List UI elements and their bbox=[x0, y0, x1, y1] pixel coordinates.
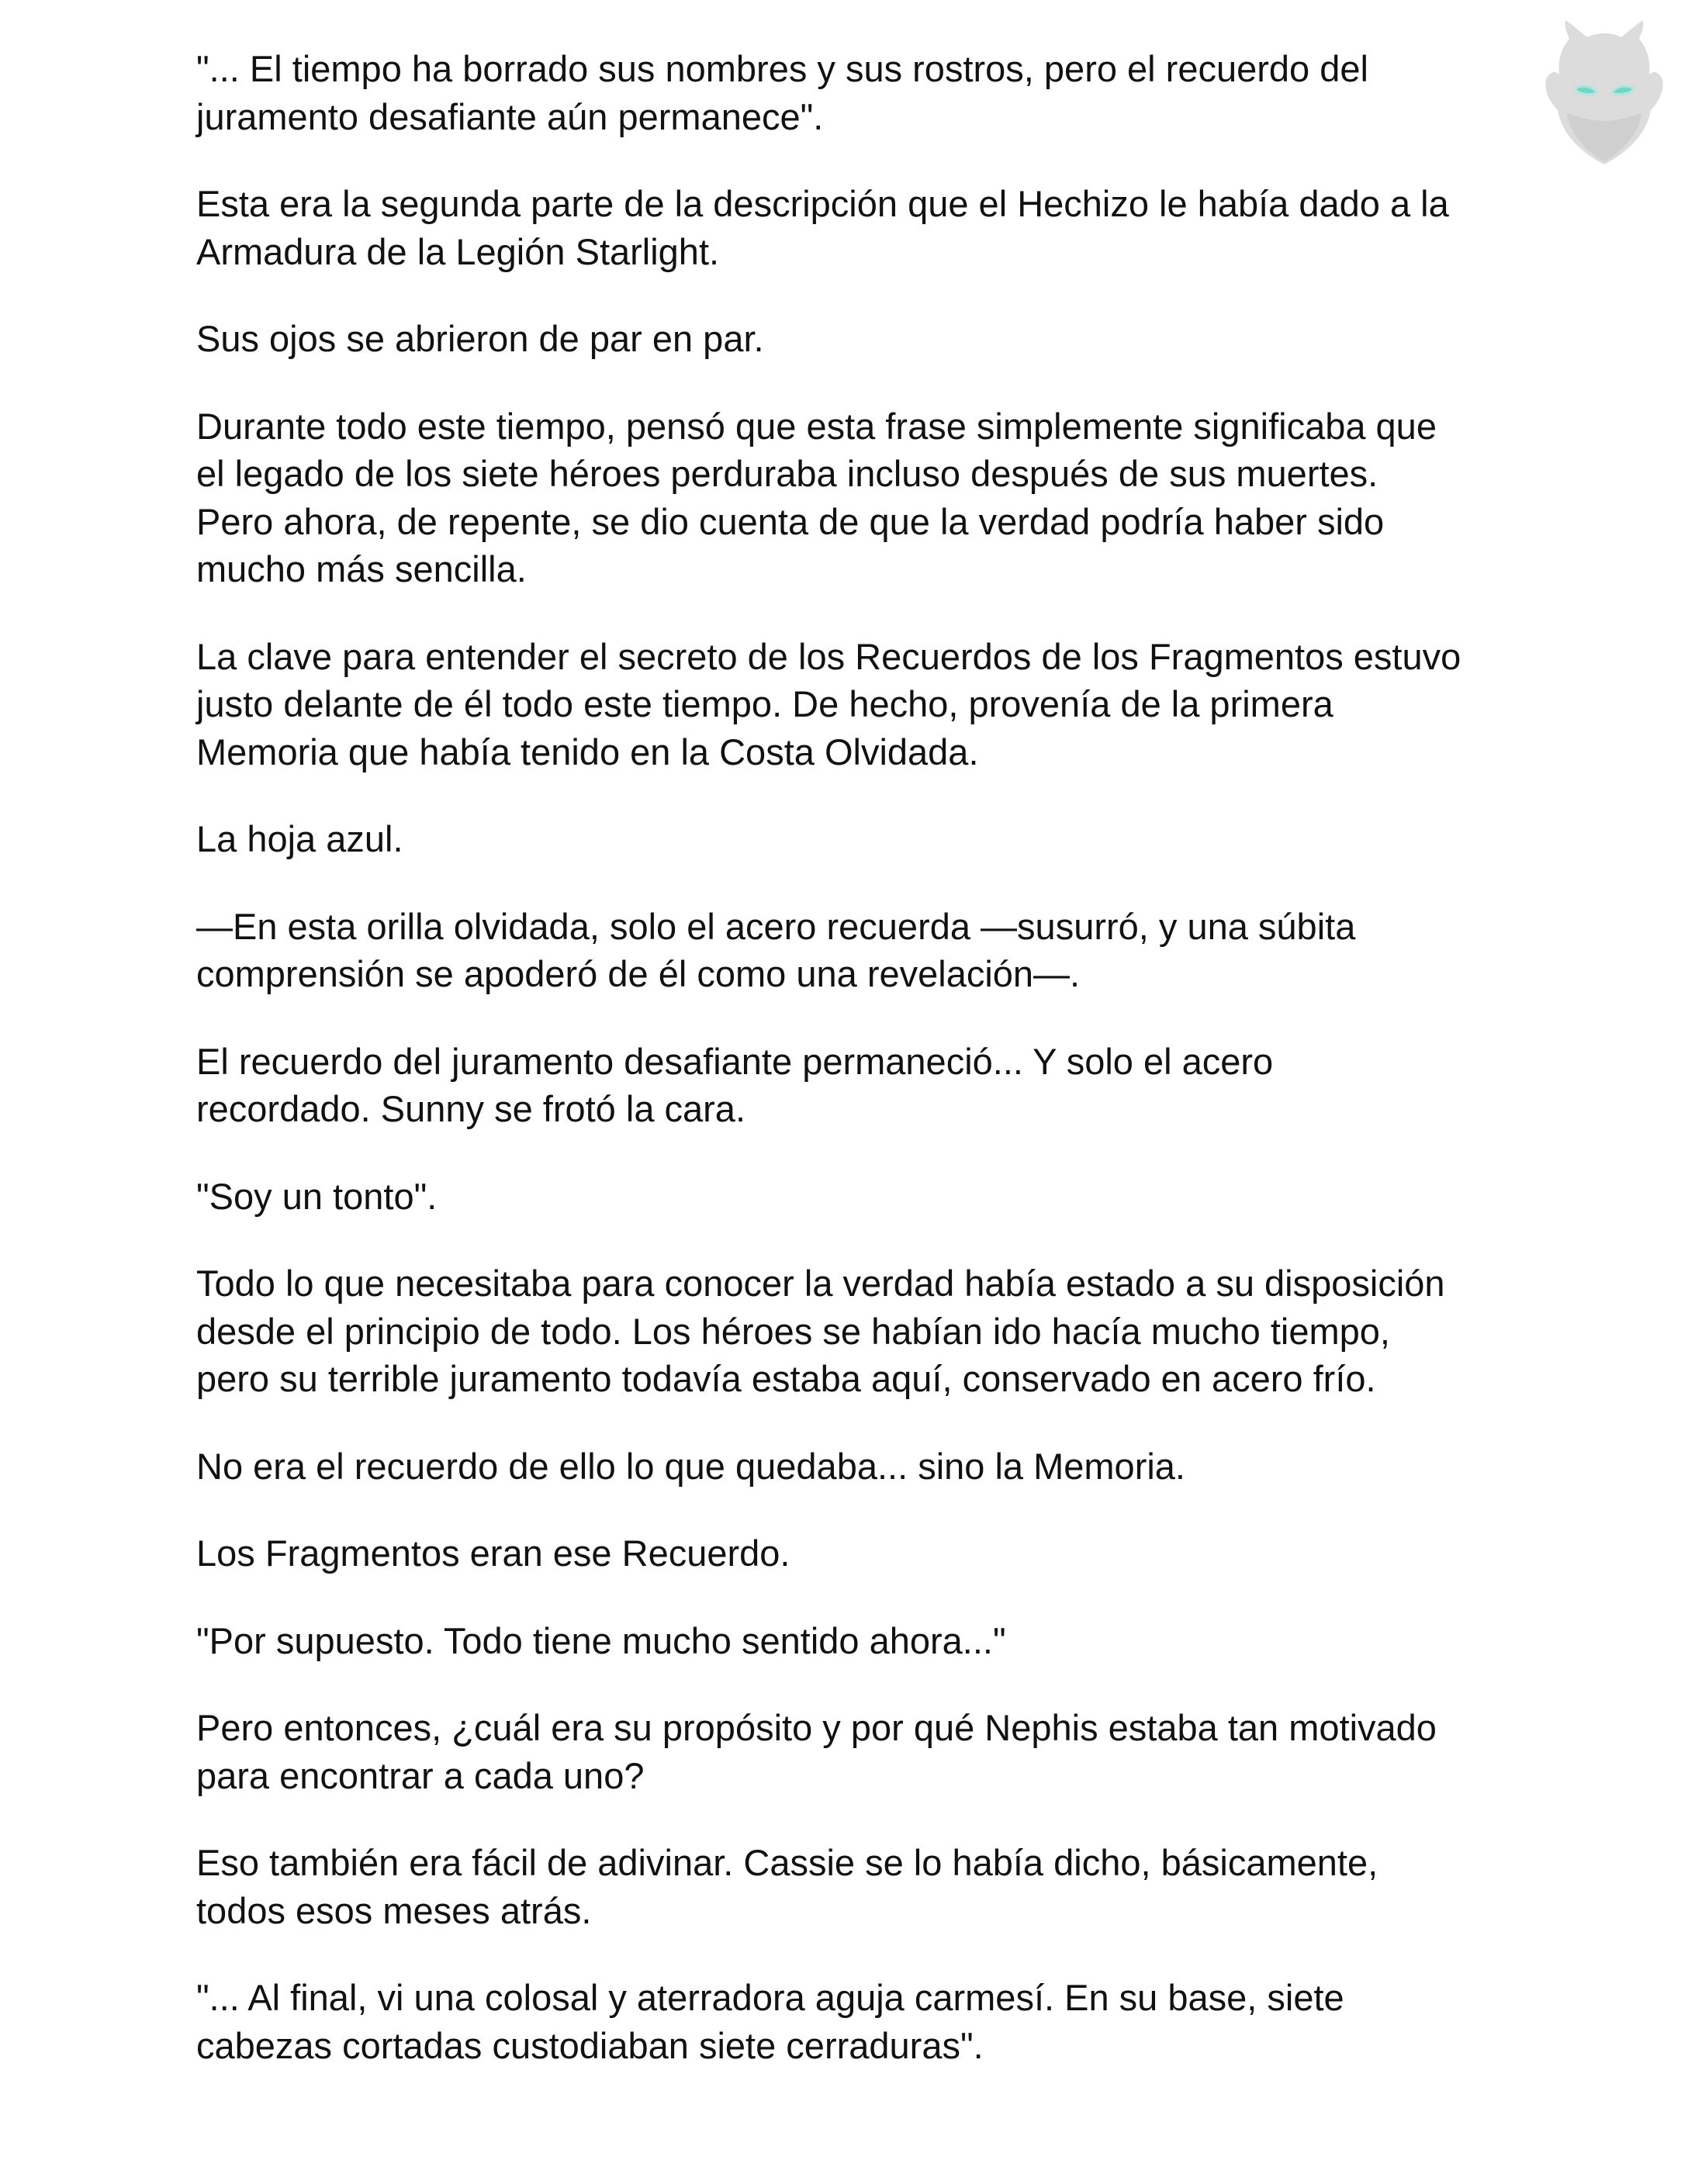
text-line: Durante todo este tiempo, pensó que esta frase simplemente significaba que bbox=[196, 405, 1437, 447]
document-body bbox=[196, 45, 1531, 2109]
text-line: Armadura de la Legión Starlight. bbox=[196, 230, 720, 272]
paragraph bbox=[196, 903, 1531, 998]
text-line: todos esos meses atrás. bbox=[196, 1889, 592, 1931]
text-line: Los Fragmentos eran ese Recuerdo. bbox=[196, 1533, 790, 1574]
text-line: recordado. Sunny se frotó la cara. bbox=[196, 1088, 746, 1129]
text-line: mucho más sencilla. bbox=[196, 548, 527, 589]
text-line: "... El tiempo ha borrado sus nombres y sus rostros, pero el recuerdo del bbox=[196, 48, 1368, 89]
demon-mask-icon-graphic bbox=[1527, 17, 1682, 180]
paragraph bbox=[196, 1260, 1531, 1403]
paragraph bbox=[196, 1704, 1531, 1799]
text-line: Todo lo que necesitaba para conocer la verdad había estado a su disposición bbox=[196, 1263, 1445, 1304]
text-line: Pero entonces, ¿cuál era su propósito y por qué Nephis estaba tan motivado bbox=[196, 1707, 1437, 1748]
paragraph bbox=[196, 1038, 1531, 1133]
text-line: —En esta orilla olvidada, solo el acero recuerda —susurró, y una súbita bbox=[196, 905, 1356, 947]
text-line: el legado de los siete héroes perduraba incluso después de sus muertes. bbox=[196, 453, 1378, 494]
paragraph bbox=[196, 1173, 1531, 1221]
text-line: comprensión se apoderó de él como una revelación—. bbox=[196, 953, 1081, 994]
text-line: El recuerdo del juramento desafiante permaneció... Y solo el acero bbox=[196, 1040, 1274, 1082]
paragraph bbox=[196, 403, 1531, 593]
paragraph bbox=[196, 315, 1531, 363]
text-line: cabezas cortadas custodiaban siete cerraduras". bbox=[196, 2024, 984, 2066]
text-line: justo delante de él todo este tiempo. De hecho, provenía de la primera bbox=[196, 683, 1333, 724]
text-line: No era el recuerdo de ello lo que quedaba... sino la Memoria. bbox=[196, 1445, 1185, 1487]
text-line: Eso también era fácil de adivinar. Cassie se lo había dicho, básicamente, bbox=[196, 1842, 1378, 1883]
text-line: Esta era la segunda parte de la descripción que el Hechizo le había dado a la bbox=[196, 183, 1449, 224]
text-line: "Soy un tonto". bbox=[196, 1175, 438, 1217]
paragraph bbox=[196, 45, 1531, 140]
paragraph bbox=[196, 633, 1531, 776]
demon-mask-icon bbox=[1527, 17, 1682, 180]
paragraph bbox=[196, 1443, 1531, 1491]
text-line: La hoja azul. bbox=[196, 818, 403, 859]
paragraph bbox=[196, 1529, 1531, 1578]
paragraph bbox=[196, 1974, 1531, 2069]
text-line: desde el principio de todo. Los héroes se habían ido hacía mucho tiempo, bbox=[196, 1310, 1390, 1352]
paragraph bbox=[196, 1617, 1531, 1665]
text-line: juramento desafiante aún permanece". bbox=[196, 95, 824, 137]
text-line: "Por supuesto. Todo tiene mucho sentido ahora..." bbox=[196, 1619, 1006, 1661]
paragraph bbox=[196, 1839, 1531, 1934]
text-line: La clave para entender el secreto de los Recuerdos de los Fragmentos estuvo bbox=[196, 635, 1461, 677]
text-line: Memoria que había tenido en la Costa Olvidada. bbox=[196, 731, 979, 772]
text-line: Pero ahora, de repente, se dio cuenta de que la verdad podría haber sido bbox=[196, 500, 1385, 542]
paragraph bbox=[196, 815, 1531, 863]
text-line: "... Al final, vi una colosal y aterradora aguja carmesí. En su base, siete bbox=[196, 1977, 1344, 2018]
text-line: Sus ojos se abrieron de par en par. bbox=[196, 318, 764, 359]
text-line: pero su terrible juramento todavía estaba aquí, conservado en acero frío. bbox=[196, 1358, 1376, 1399]
paragraph bbox=[196, 180, 1531, 275]
text-line: para encontrar a cada uno? bbox=[196, 1754, 645, 1796]
